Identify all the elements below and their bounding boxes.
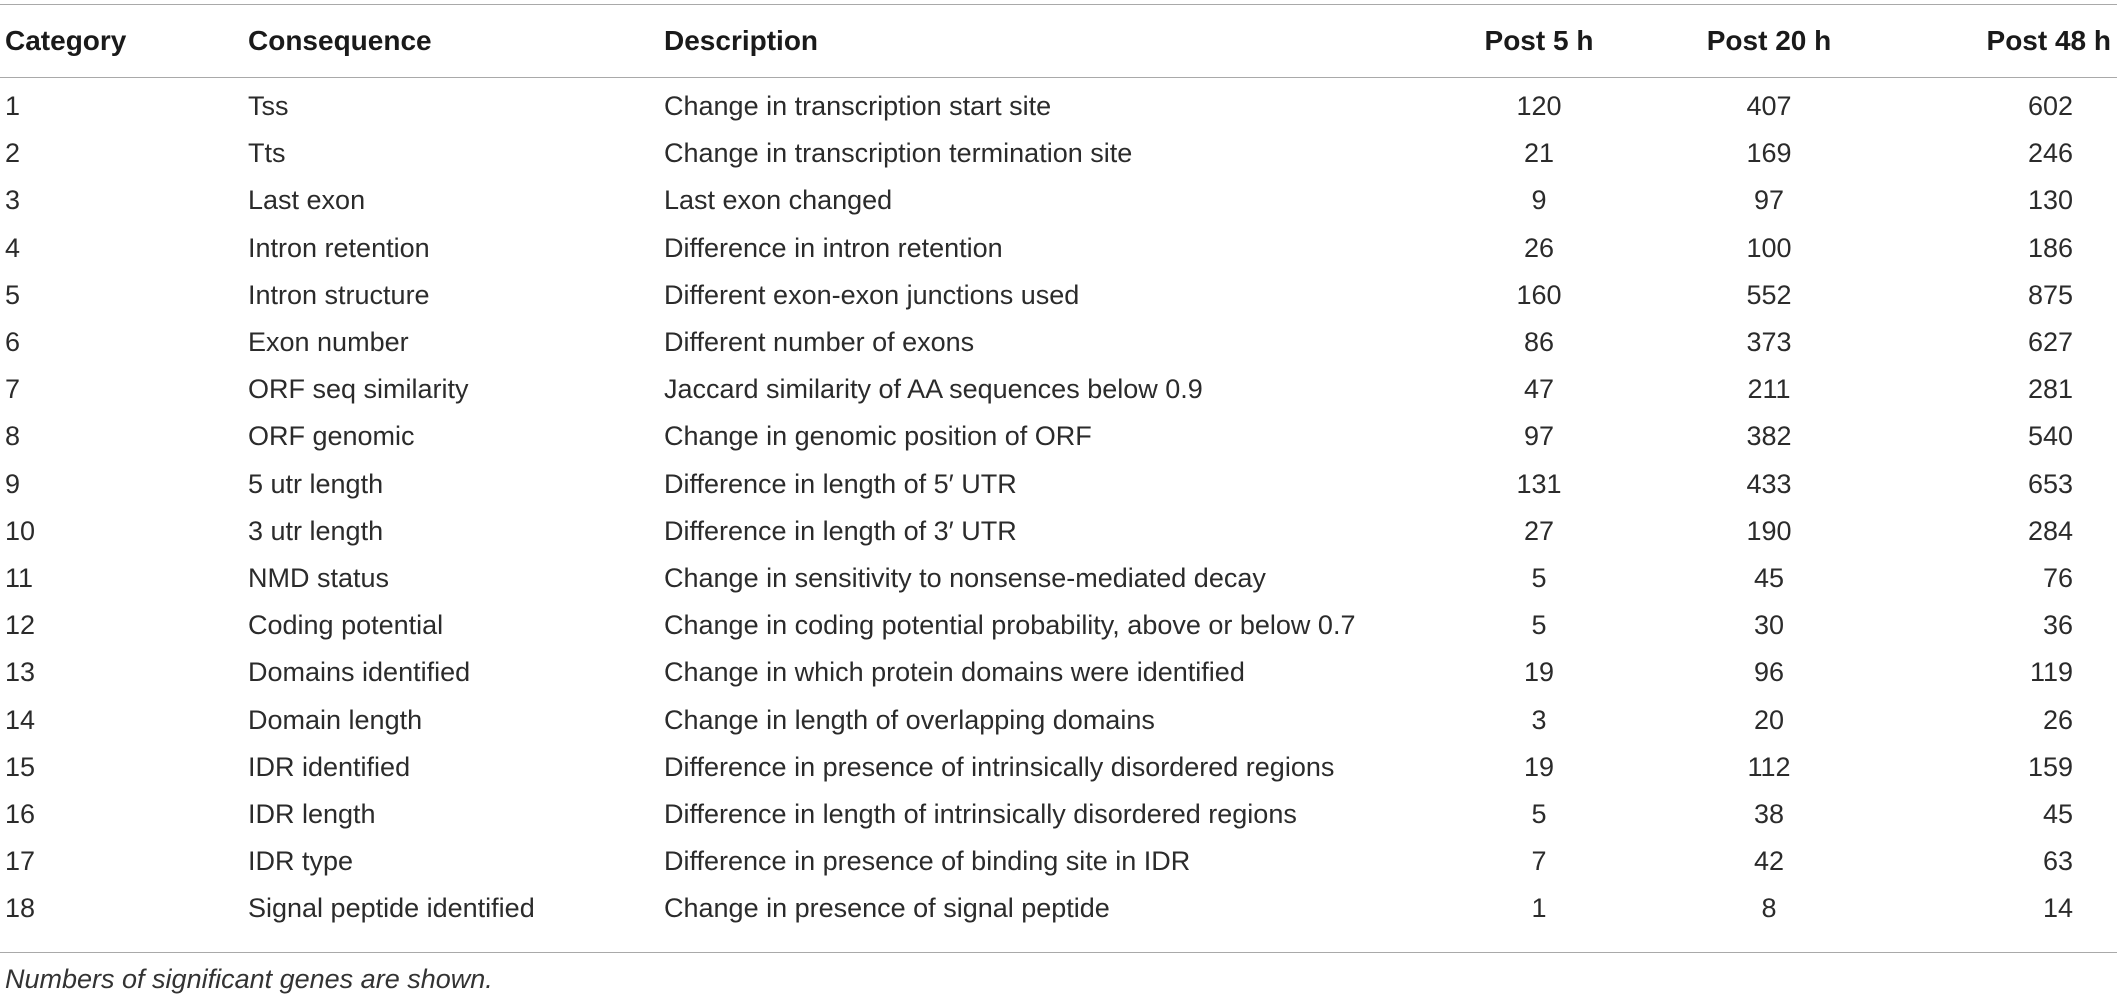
cell-consequence: Exon number (248, 327, 409, 358)
header-consequence: Consequence (248, 25, 432, 56)
cell-post-48h: 281 (2027, 374, 2073, 405)
cell-description: Change in transcription start site (664, 91, 1052, 122)
table-bottom-rule (0, 952, 2117, 953)
cell-post-20h: 211 (1747, 374, 1791, 405)
cell-post-48h: 119 (2029, 657, 2073, 688)
cell-category: 5 (5, 279, 21, 310)
cell-description: Difference in presence of binding site in IDR (664, 846, 1191, 877)
cell-post-48h: 63 (2042, 846, 2073, 877)
cell-post-20h: 30 (1753, 610, 1785, 641)
cell-post-20h: 38 (1753, 798, 1785, 829)
header-post-5h: Post 5 h (1484, 25, 1594, 56)
cell-post-5h: 27 (1523, 515, 1555, 546)
cell-post-5h: 9 (1531, 185, 1547, 216)
cell-post-48h: 36 (2042, 610, 2073, 641)
cell-post-20h: 112 (1747, 751, 1791, 782)
cell-post-48h: 540 (2027, 421, 2073, 452)
cell-consequence: Coding potential (248, 610, 444, 641)
table-row (0, 130, 2117, 177)
cell-category: 10 (5, 515, 36, 546)
cell-description: Change in sensitivity to nonsense-mediated decay (664, 562, 1266, 593)
cell-post-20h: 433 (1746, 468, 1792, 499)
cell-consequence: 5 utr length (248, 468, 384, 499)
table-row (0, 696, 2117, 743)
cell-category: 3 (5, 185, 21, 216)
cell-post-48h: 159 (2027, 751, 2073, 782)
header-category: Category (5, 25, 127, 56)
cell-description: Difference in intron retention (664, 232, 1003, 263)
header-row (0, 5, 2117, 77)
cell-category: 1 (5, 91, 21, 122)
cell-post-48h: 627 (2027, 327, 2073, 358)
cell-post-20h: 20 (1753, 704, 1785, 735)
cell-consequence: ORF genomic (248, 421, 415, 452)
cell-post-48h: 14 (2042, 893, 2073, 924)
cell-post-48h: 602 (2027, 91, 2073, 122)
cell-category: 8 (5, 421, 21, 452)
cell-post-5h: 19 (1523, 657, 1555, 688)
cell-post-5h: 47 (1523, 374, 1555, 405)
cell-post-20h: 190 (1746, 515, 1792, 546)
cell-description: Change in transcription termination site (664, 138, 1133, 169)
cell-post-5h: 5 (1531, 562, 1547, 593)
cell-description: Change in coding potential probability, above or below 0.7 (664, 610, 1356, 641)
table-row (0, 272, 2117, 319)
cell-description: Last exon changed (664, 185, 893, 216)
cell-consequence: NMD status (248, 562, 390, 593)
cell-category: 12 (5, 610, 36, 641)
table-row (0, 885, 2117, 932)
cell-consequence: IDR type (248, 846, 354, 877)
cell-category: 18 (5, 893, 36, 924)
cell-category: 2 (5, 138, 21, 169)
cell-consequence: IDR length (248, 798, 376, 829)
table-row (0, 555, 2117, 602)
table-footnote: Numbers of significant genes are shown. (5, 964, 493, 994)
table-row (0, 791, 2117, 838)
cell-post-20h: 96 (1753, 657, 1785, 688)
cell-post-48h: 76 (2042, 562, 2073, 593)
cell-description: Jaccard similarity of AA sequences below 0.9 (664, 374, 1203, 405)
cell-category: 7 (5, 374, 21, 405)
cell-category: 13 (5, 657, 36, 688)
cell-post-5h: 120 (1516, 91, 1562, 122)
cell-post-5h: 19 (1523, 751, 1555, 782)
cell-post-20h: 407 (1746, 91, 1792, 122)
cell-category: 11 (5, 562, 34, 593)
cell-post-20h: 552 (1746, 279, 1792, 310)
cell-category: 15 (5, 751, 36, 782)
table-row (0, 744, 2117, 791)
cell-category: 17 (5, 846, 36, 877)
cell-consequence: 3 utr length (248, 515, 384, 546)
table-row (0, 508, 2117, 555)
cell-consequence: IDR identified (248, 751, 411, 782)
cell-description: Difference in length of 3′ UTR (664, 515, 1017, 546)
cell-post-20h: 42 (1753, 846, 1785, 877)
cell-post-48h: 26 (2042, 704, 2073, 735)
table-body (0, 77, 2117, 932)
cell-consequence: Signal peptide identified (248, 893, 535, 924)
cell-post-48h: 653 (2027, 468, 2073, 499)
cell-post-48h: 284 (2027, 515, 2073, 546)
cell-description: Change in length of overlapping domains (664, 704, 1155, 735)
cell-post-5h: 1 (1531, 893, 1547, 924)
cell-description: Difference in length of 5′ UTR (664, 468, 1017, 499)
consequence-table (0, 5, 2117, 932)
cell-post-5h: 21 (1523, 138, 1555, 169)
cell-post-48h: 186 (2027, 232, 2073, 263)
cell-description: Change in genomic position of ORF (664, 421, 1092, 452)
header-description: Description (664, 25, 819, 56)
cell-consequence: ORF seq similarity (248, 374, 469, 405)
cell-post-20h: 169 (1746, 138, 1792, 169)
table-header (0, 5, 2117, 77)
table-row (0, 413, 2117, 460)
table-row (0, 319, 2117, 366)
cell-post-48h: 875 (2027, 279, 2073, 310)
cell-category: 16 (5, 798, 36, 829)
cell-post-5h: 97 (1523, 421, 1555, 452)
cell-category: 14 (5, 704, 36, 735)
cell-category: 4 (5, 232, 21, 263)
cell-consequence: Domains identified (248, 657, 471, 688)
table-row (0, 366, 2117, 413)
cell-consequence: Last exon (248, 185, 366, 216)
cell-post-48h: 130 (2027, 185, 2073, 216)
cell-description: Difference in length of intrinsically disordered regions (664, 798, 1297, 829)
cell-post-5h: 5 (1531, 610, 1547, 641)
cell-post-48h: 45 (2042, 798, 2073, 829)
cell-consequence: Intron structure (248, 279, 430, 310)
cell-post-20h: 97 (1753, 185, 1785, 216)
table-row (0, 602, 2117, 649)
cell-post-20h: 45 (1753, 562, 1785, 593)
header-post-48h: Post 48 h (1986, 25, 2111, 56)
cell-category: 6 (5, 327, 21, 358)
cell-consequence: Intron retention (248, 232, 430, 263)
cell-description: Change in presence of signal peptide (664, 893, 1110, 924)
cell-category: 9 (5, 468, 21, 499)
table-row (0, 649, 2117, 696)
cell-consequence: Tss (248, 91, 289, 122)
table-row (0, 461, 2117, 508)
table-row (0, 838, 2117, 885)
cell-post-5h: 3 (1531, 704, 1547, 735)
cell-description: Change in which protein domains were identified (664, 657, 1245, 688)
cell-post-20h: 382 (1746, 421, 1792, 452)
cell-post-5h: 86 (1523, 327, 1555, 358)
table-row (0, 177, 2117, 224)
table-row (0, 225, 2117, 272)
cell-post-20h: 8 (1761, 893, 1777, 924)
cell-description: Different exon-exon junctions used (664, 279, 1080, 310)
cell-description: Different number of exons (664, 327, 975, 358)
cell-post-5h: 160 (1516, 279, 1562, 310)
cell-post-5h: 7 (1531, 846, 1547, 877)
cell-consequence: Tts (248, 138, 286, 169)
cell-post-20h: 100 (1746, 232, 1792, 263)
cell-description: Difference in presence of intrinsically disordered regions (664, 751, 1335, 782)
cell-post-5h: 26 (1523, 232, 1555, 263)
cell-consequence: Domain length (248, 704, 423, 735)
cell-post-5h: 131 (1516, 468, 1562, 499)
cell-post-5h: 5 (1531, 798, 1547, 829)
cell-post-20h: 373 (1746, 327, 1792, 358)
cell-post-48h: 246 (2027, 138, 2073, 169)
table-row (0, 77, 2117, 130)
header-post-20h: Post 20 h (1706, 25, 1832, 56)
